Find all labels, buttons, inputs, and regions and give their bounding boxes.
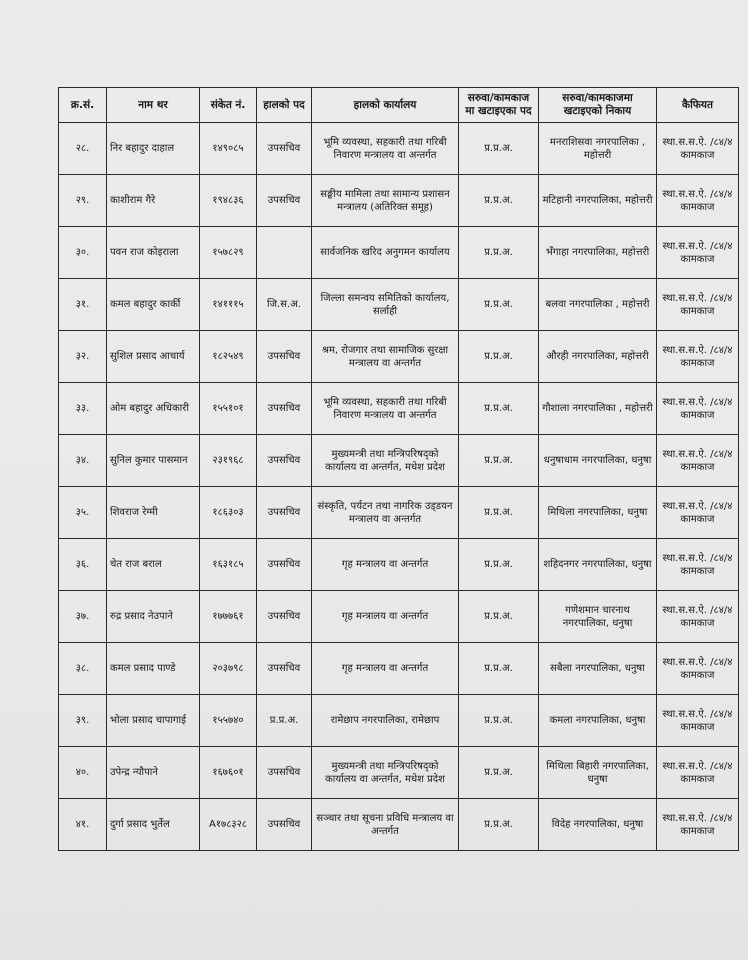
table-row [59,695,739,747]
current-office-cell: मुख्यमन्त्री तथा मन्त्रिपरिषद्को कार्यालय वा अन्तर्गत, मधेश प्रदेश [312,747,459,799]
remarks-cell: स्था.स.स.ऐ. /८४/४ कामकाज [657,279,739,331]
current-post-cell: उपसचिव [257,383,312,435]
assigned-post-cell: प्र.प्र.अ. [459,123,539,175]
serial-number-cell: ३५. [59,487,107,539]
name-cell: काशीराम गैरे [107,175,200,227]
code-number-cell: १६७६०१ [200,747,257,799]
table-row [59,331,739,383]
header-office: हालको कार्यालय [312,88,459,123]
transfer-table [58,87,739,851]
header-sn: क्र.सं. [59,88,107,123]
current-office-cell: सार्वजनिक खरिद अनुगमन कार्यालय [312,227,459,279]
current-post-cell: जि.स.अ. [257,279,312,331]
serial-number-cell: २९. [59,175,107,227]
serial-number-cell: ३८. [59,643,107,695]
code-number-cell: १६३१८५ [200,539,257,591]
serial-number-cell: २८. [59,123,107,175]
assigned-body-cell: धनुषाधाम नगरपालिका, धनुषा [539,435,657,487]
current-office-cell: संस्कृति, पर्यटन तथा नागरिक उड्‌डयन मन्त्रालय वा अन्तर्गत [312,487,459,539]
code-number-cell: १४१११५ [200,279,257,331]
assigned-body-cell: कमला नगरपालिका, धनुषा [539,695,657,747]
name-cell: ओम बहादुर अधिकारी [107,383,200,435]
table-row [59,591,739,643]
current-post-cell: उपसचिव [257,123,312,175]
table-row [59,383,739,435]
serial-number-cell: ३४. [59,435,107,487]
name-cell: सुनिल कुमार पासमान [107,435,200,487]
assigned-post-cell: प्र.प्र.अ. [459,487,539,539]
current-post-cell: उपसचिव [257,175,312,227]
serial-number-cell: ३९. [59,695,107,747]
assigned-body-cell: बलवा नगरपालिका , महोत्तरी [539,279,657,331]
code-number-cell: A१७८३२८ [200,799,257,851]
serial-number-cell: ३२. [59,331,107,383]
remarks-cell: स्था.स.स.ऐ. /८४/४ कामकाज [657,435,739,487]
current-post-cell [257,227,312,279]
serial-number-cell: ३६. [59,539,107,591]
remarks-cell: स्था.स.स.ऐ. /८४/४ कामकाज [657,747,739,799]
name-cell: चेत राज बराल [107,539,200,591]
current-post-cell: प्र.प्र.अ. [257,695,312,747]
header-assigned-post: सरुवा/कामकाज मा खटाइएका पद [459,88,539,123]
assigned-post-cell: प्र.प्र.अ. [459,175,539,227]
header-code: संकेत नं. [200,88,257,123]
remarks-cell: स्था.स.स.ऐ. /८४/४ कामकाज [657,175,739,227]
remarks-cell: स्था.स.स.ऐ. /८४/४ कामकाज [657,799,739,851]
code-number-cell: १५५१०१ [200,383,257,435]
current-post-cell: उपसचिव [257,799,312,851]
remarks-cell: स्था.स.स.ऐ. /८४/४ कामकाज [657,487,739,539]
current-office-cell: श्रम, रोजगार तथा सामाजिक सुरक्षा मन्त्रालय वा अन्तर्गत [312,331,459,383]
assigned-post-cell: प्र.प्र.अ. [459,331,539,383]
table-row [59,643,739,695]
table-row [59,487,739,539]
assigned-post-cell: प्र.प्र.अ. [459,383,539,435]
remarks-cell: स्था.स.स.ऐ. /८४/४ कामकाज [657,643,739,695]
current-office-cell: गृह मन्त्रालय वा अन्तर्गत [312,539,459,591]
code-number-cell: २०३७९८ [200,643,257,695]
table-row [59,175,739,227]
assigned-body-cell: मटिहानी नगरपालिका, महोत्तरी [539,175,657,227]
name-cell: पवन राज कोइराला [107,227,200,279]
code-number-cell: १५७८२९ [200,227,257,279]
assigned-body-cell: गौशाला नगरपालिका , महोत्तरी [539,383,657,435]
current-post-cell: उपसचिव [257,435,312,487]
code-number-cell: २३१९६८ [200,435,257,487]
current-office-cell: भूमि व्यवस्था, सहकारी तथा गरिबी निवारण मन्त्रालय वा अन्तर्गत [312,383,459,435]
assigned-post-cell: प्र.प्र.अ. [459,539,539,591]
code-number-cell: १७७७६१ [200,591,257,643]
name-cell: सुशिल प्रसाद आचार्य [107,331,200,383]
assigned-body-cell: सबैला नगरपालिका, धनुषा [539,643,657,695]
current-post-cell: उपसचिव [257,487,312,539]
assigned-body-cell: मिथिला नगरपालिका, धनुषा [539,487,657,539]
remarks-cell: स्था.स.स.ऐ. /८४/४ कामकाज [657,695,739,747]
assigned-body-cell: मिथिला बिहारी नगरपालिका, धनुषा [539,747,657,799]
assigned-post-cell: प्र.प्र.अ. [459,591,539,643]
remarks-cell: स्था.स.स.ऐ. /८४/४ कामकाज [657,331,739,383]
assigned-body-cell: मनराशिसवा नगरपालिका , महोत्तरी [539,123,657,175]
assigned-post-cell: प्र.प्र.अ. [459,435,539,487]
code-number-cell: १९४८३६ [200,175,257,227]
assigned-body-cell: औरही नगरपालिका, महोत्तरी [539,331,657,383]
name-cell: रुद्र प्रसाद नेउपाने [107,591,200,643]
current-office-cell: जिल्ला समन्वय समितिको कार्यालय, सर्लाही [312,279,459,331]
current-post-cell: उपसचिव [257,643,312,695]
serial-number-cell: ३७. [59,591,107,643]
table-row [59,279,739,331]
current-post-cell: उपसचिव [257,747,312,799]
header-name: नाम थर [107,88,200,123]
assigned-body-cell: शहिदनगर नगरपालिका, धनुषा [539,539,657,591]
name-cell: कमल बहादुर कार्की [107,279,200,331]
assigned-post-cell: प्र.प्र.अ. [459,695,539,747]
code-number-cell: १५५७४० [200,695,257,747]
assigned-post-cell: प्र.प्र.अ. [459,227,539,279]
name-cell: शिवराज रेग्मी [107,487,200,539]
table-row [59,747,739,799]
table-row [59,227,739,279]
serial-number-cell: ४०. [59,747,107,799]
assigned-post-cell: प्र.प्र.अ. [459,643,539,695]
name-cell: उपेन्द्र न्यौपाने [107,747,200,799]
assigned-body-cell: भँगाहा नगरपालिका, महोत्तरी [539,227,657,279]
name-cell: भोला प्रसाद चापागाई [107,695,200,747]
table-row [59,799,739,851]
table-header-row [59,88,739,123]
serial-number-cell: ३०. [59,227,107,279]
serial-number-cell: ४१. [59,799,107,851]
remarks-cell: स्था.स.स.ऐ. /८४/४ कामकाज [657,123,739,175]
assigned-body-cell: विदेह नगरपालिका, धनुषा [539,799,657,851]
table-row [59,435,739,487]
code-number-cell: १८६३०३ [200,487,257,539]
name-cell: दुर्गा प्रसाद भुर्तेल [107,799,200,851]
current-office-cell: सङ्घीय मामिला तथा सामान्य प्रशासन मन्त्रालय (अतिरिक्त समूह) [312,175,459,227]
current-office-cell: रामेछाप नगरपालिका, रामेछाप [312,695,459,747]
name-cell: कमल प्रसाद पाण्डे [107,643,200,695]
current-post-cell: उपसचिव [257,331,312,383]
current-office-cell: गृह मन्त्रालय वा अन्तर्गत [312,591,459,643]
header-assigned-body: सरुवा/कामकाजमा खटाइएको निकाय [539,88,657,123]
current-office-cell: सञ्चार तथा सूचना प्रविधि मन्त्रालय वा अन्तर्गत [312,799,459,851]
assigned-post-cell: प्र.प्र.अ. [459,799,539,851]
current-office-cell: गृह मन्त्रालय वा अन्तर्गत [312,643,459,695]
remarks-cell: स्था.स.स.ऐ. /८४/४ कामकाज [657,591,739,643]
current-post-cell: उपसचिव [257,539,312,591]
current-office-cell: भूमि व्यवस्था, सहकारी तथा गरिबी निवारण मन्त्रालय वा अन्तर्गत [312,123,459,175]
assigned-body-cell: गणेशमान चारनाथ नगरपालिका, धनुषा [539,591,657,643]
code-number-cell: १४९०८५ [200,123,257,175]
remarks-cell: स्था.स.स.ऐ. /८४/४ कामकाज [657,227,739,279]
header-post: हालको पद [257,88,312,123]
header-remarks: कैफियत [657,88,739,123]
remarks-cell: स्था.स.स.ऐ. /८४/४ कामकाज [657,383,739,435]
current-office-cell: मुख्यमन्त्री तथा मन्त्रिपरिषद्को कार्यालय वा अन्तर्गत, मधेश प्रदेश [312,435,459,487]
current-post-cell: उपसचिव [257,591,312,643]
assigned-post-cell: प्र.प्र.अ. [459,747,539,799]
table-row [59,123,739,175]
table-row [59,539,739,591]
serial-number-cell: ३३. [59,383,107,435]
code-number-cell: १८२५४९ [200,331,257,383]
assigned-post-cell: प्र.प्र.अ. [459,279,539,331]
remarks-cell: स्था.स.स.ऐ. /८४/४ कामकाज [657,539,739,591]
name-cell: निर बहादुर दाहाल [107,123,200,175]
serial-number-cell: ३१. [59,279,107,331]
